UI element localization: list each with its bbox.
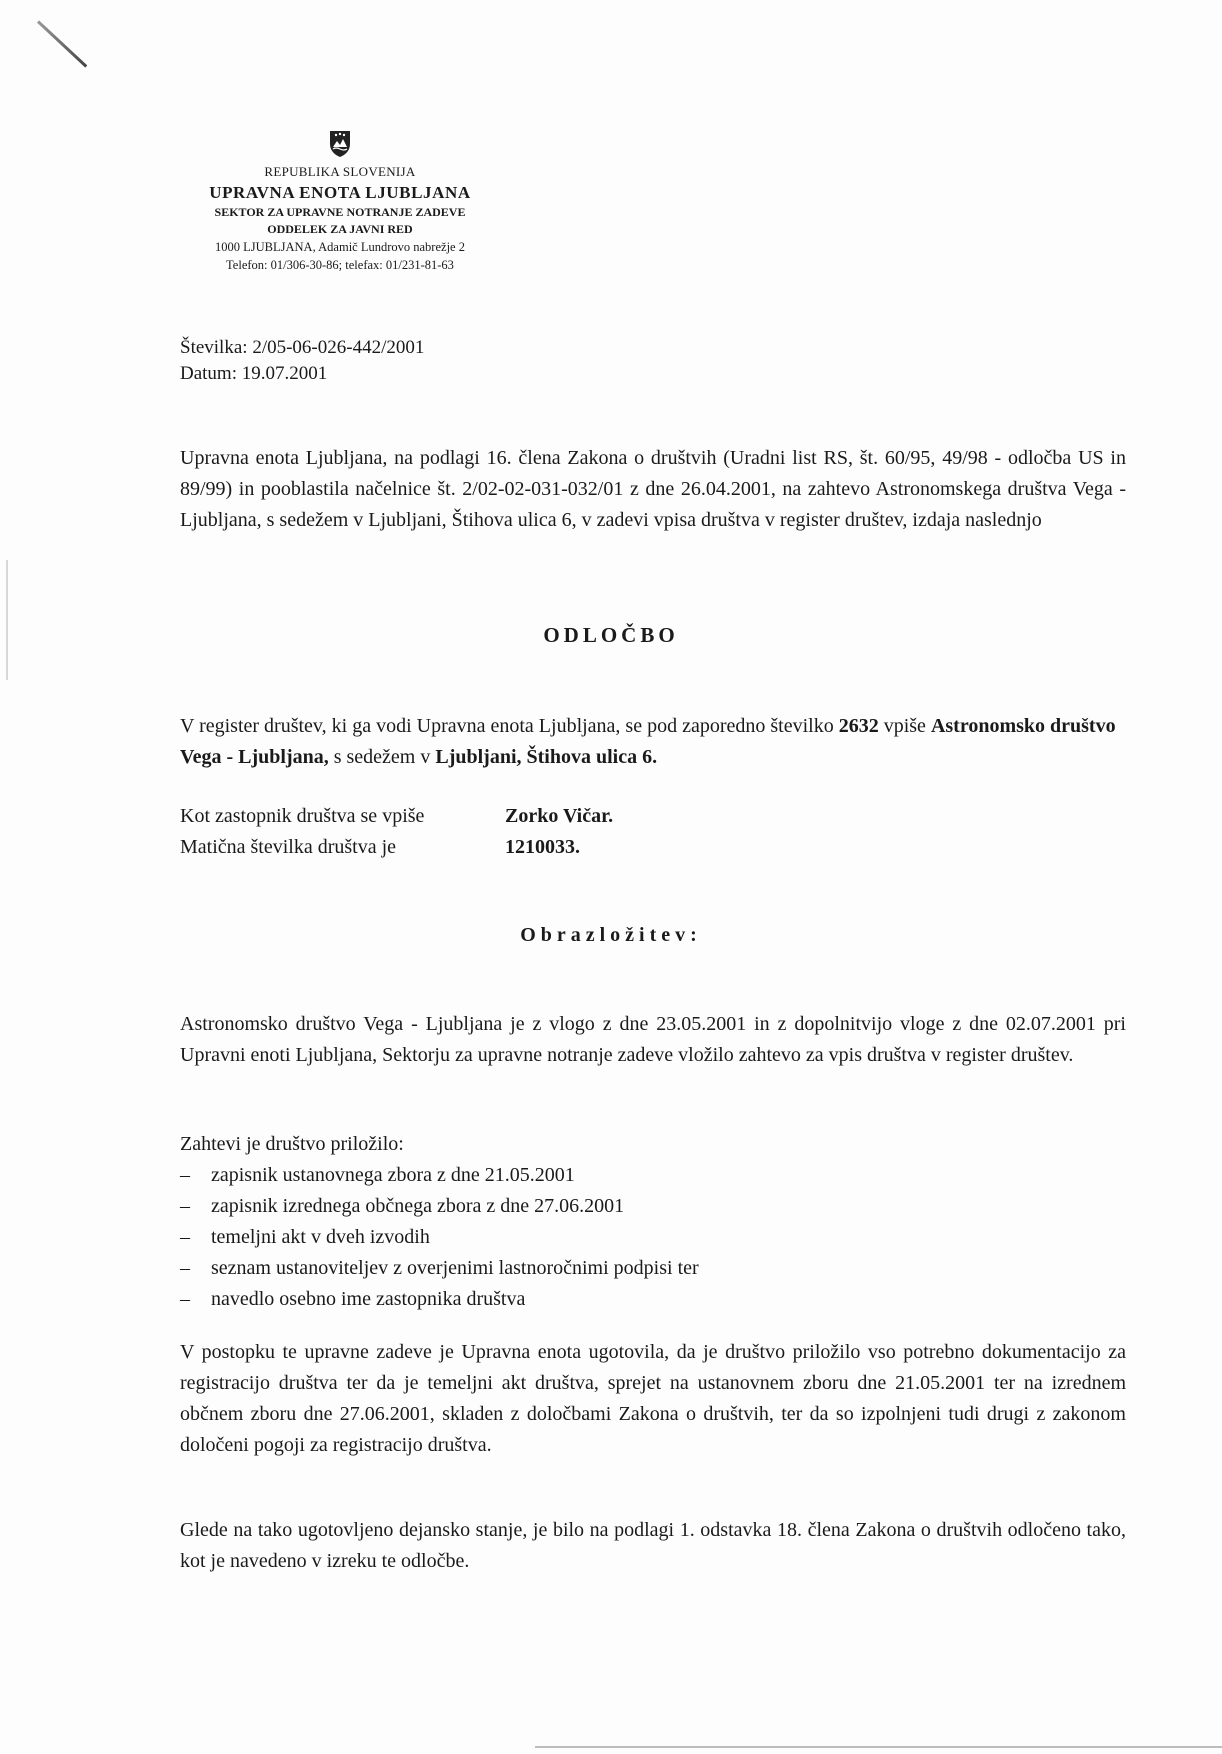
scan-bottom-edge	[535, 1746, 1222, 1748]
intro-paragraph: Upravna enota Ljubljana, na podlagi 16. člena Zakona o društvih (Uradni list RS, št. 60/95, 49/98 - odločba US in 89/99) in pooblastila načelnice št. 2/02-02-031-032/01 z dne 26.04.2001, na zahtevo Astronomskega društva Vega - Ljubljana, s sedežem v Ljubljani, Štihova ulica 6, v zadevi vpisa društva v register društev, izdaja naslednjo	[180, 447, 1126, 531]
list-dash: –	[180, 1195, 190, 1217]
registry-id-row	[180, 832, 613, 863]
reasoning-title: Obrazložitev:	[520, 924, 702, 946]
registry-id-value: 1210033.	[505, 836, 580, 858]
representative-value: Zorko Vičar.	[505, 805, 614, 827]
country-name: REPUBLIKA SLOVENIJA	[264, 164, 416, 179]
registration-number: 2632	[838, 715, 879, 737]
coat-of-arms-icon	[329, 130, 351, 158]
attachments-list	[180, 1160, 699, 1315]
reference-number-value: 2/05-06-026-442/2001	[252, 337, 425, 358]
letterhead	[160, 130, 520, 273]
reference-date-label: Datum:	[180, 363, 237, 384]
reasoning-paragraph-3: Glede na tako ugotovljeno dejansko stanje, je bilo na podlagi 1. odstavka 18. člena Zakona o društvih odločeno tako, kot je navedeno v izreku te odločbe.	[180, 1519, 1126, 1572]
society-name: Astronomsko društvo Vega - Ljubljana,	[180, 715, 1116, 768]
department-name: ODDELEK ZA JAVNI RED	[267, 222, 413, 236]
phone-fax: Telefon: 01/306-30-86; telefax: 01/231-81-63	[226, 258, 454, 272]
list-dash: –	[180, 1164, 190, 1186]
reference-block	[180, 335, 424, 387]
decision-text-1: V register društev, ki ga vodi Upravna enota Ljubljana, se pod zaporedno številko	[180, 715, 839, 737]
address: 1000 LJUBLJANA, Adamič Lundrovo nabrežje 2	[215, 240, 465, 254]
society-seat: Ljubljani, Štihova ulica 6.	[435, 746, 658, 768]
society-details	[180, 801, 613, 863]
list-item-text: zapisnik ustanovnega zbora z dne 21.05.2001	[211, 1164, 575, 1186]
attachments-intro: Zahtevi je društvo priložilo:	[180, 1133, 404, 1155]
reference-date	[180, 361, 424, 387]
sector-name: SEKTOR ZA UPRAVNE NOTRANJE ZADEVE	[214, 205, 466, 219]
list-item-text: navedlo osebno ime zastopnika društva	[211, 1288, 526, 1310]
decision-text-3: s sedežem v	[328, 746, 436, 768]
list-item	[180, 1284, 699, 1315]
administrative-unit: UPRAVNA ENOTA LJUBLJANA	[209, 183, 471, 202]
list-item	[180, 1191, 699, 1222]
staple-mark	[37, 20, 87, 67]
list-item	[180, 1253, 699, 1284]
reasoning-paragraph-1: Astronomsko društvo Vega - Ljubljana je z vlogo z dne 23.05.2001 in z dopolnitvijo vloge z dne 02.07.2001 pri Upravni enoti Ljubljana, Sektorju za upravne notranje zadeve vložilo zahtevo za vpis društva v register društev.	[180, 1013, 1126, 1066]
list-dash: –	[180, 1288, 190, 1310]
decision-paragraph	[180, 711, 1126, 773]
list-dash: –	[180, 1257, 190, 1279]
list-item	[180, 1160, 699, 1191]
list-item	[180, 1222, 699, 1253]
scan-edge-mark	[6, 560, 8, 680]
reasoning-paragraph-2: V postopku te upravne zadeve je Upravna enota ugotovila, da je društvo priložilo vso potrebno dokumentacijo za registracijo društva ter da je temeljni akt društva, sprejet na ustanovnem zboru dne 21.05.2001 ter na izrednem občnem zboru dne 27.06.2001, skladen z določbami Zakona o društvih, ter da so izpolnjeni tudi drugi z zakonom določeni pogoji za registracijo društva.	[180, 1341, 1126, 1456]
registry-id-label: Matična številka društva je	[180, 836, 397, 858]
decision-title: ODLOČBO	[543, 623, 679, 647]
reference-number-label: Številka:	[180, 337, 248, 358]
representative-row	[180, 801, 613, 832]
list-item-text: zapisnik izrednega občnega zbora z dne 27.06.2001	[211, 1195, 625, 1217]
list-item-text: temeljni akt v dveh izvodih	[211, 1226, 430, 1248]
reference-date-value: 19.07.2001	[241, 363, 328, 384]
reference-number	[180, 335, 424, 361]
list-item-text: seznam ustanoviteljev z overjenimi lastnoročnimi podpisi ter	[211, 1257, 699, 1279]
representative-label: Kot zastopnik društva se vpiše	[180, 805, 425, 827]
decision-text-2: vpiše	[878, 715, 931, 737]
list-dash: –	[180, 1226, 190, 1248]
